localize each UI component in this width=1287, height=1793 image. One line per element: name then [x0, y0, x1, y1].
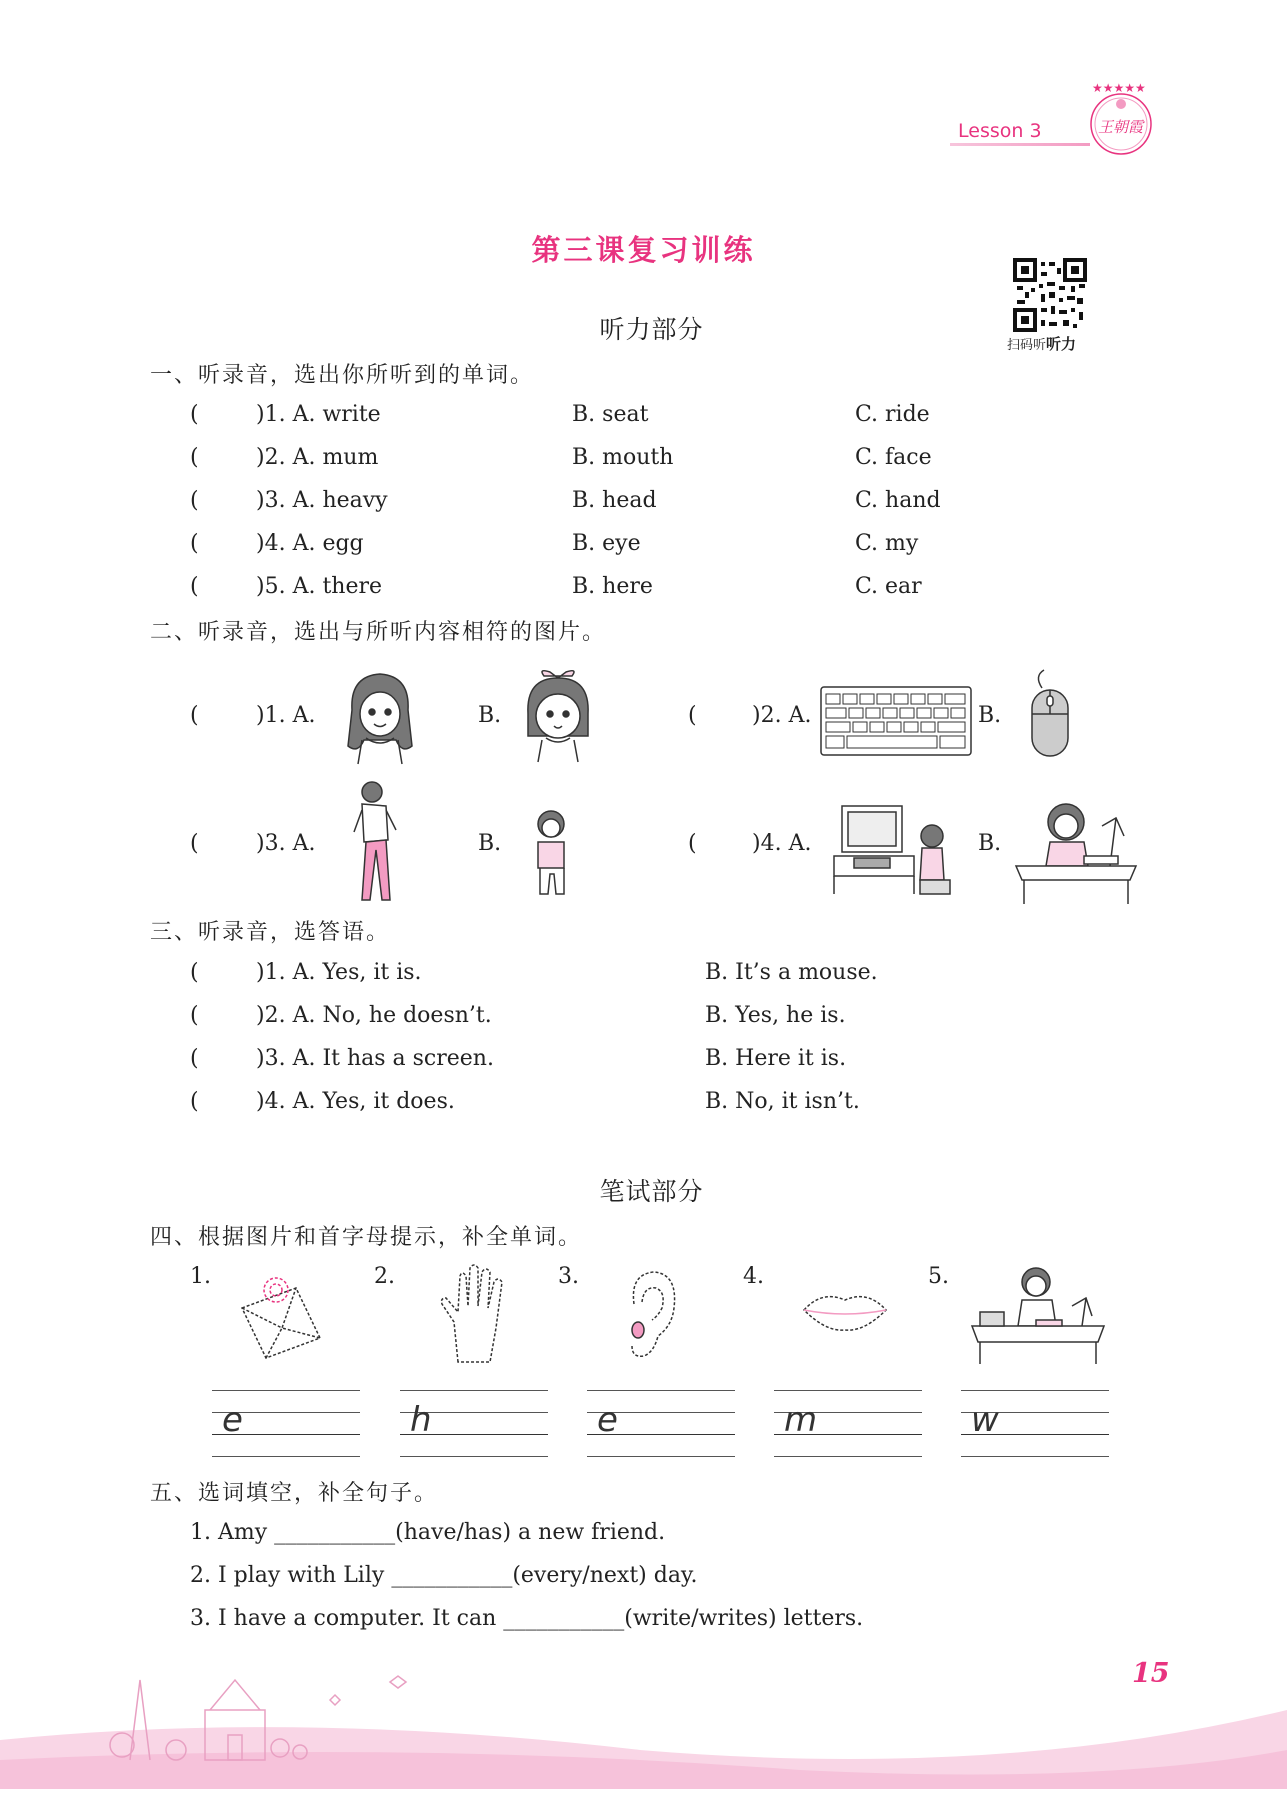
s2-q1-b-label: B. [478, 703, 502, 728]
list-item: )5. A. there [256, 574, 383, 599]
option-c: C. ear [855, 574, 922, 599]
blank-input[interactable]: ___________ [503, 1606, 625, 1631]
s2-q1-label: )1. A. [256, 703, 316, 728]
answer-paren[interactable]: ( [190, 1046, 199, 1071]
item-number: 4. [743, 1264, 764, 1289]
option-b: B. eye [572, 531, 641, 556]
option-c: C. my [855, 531, 919, 556]
answer-paren[interactable]: ( [190, 703, 199, 728]
s2-q3-b-label: B. [478, 831, 502, 856]
option-b: B. seat [572, 402, 649, 427]
girl-desk-writing-icon[interactable] [1014, 796, 1138, 906]
ear-icon [620, 1268, 680, 1364]
section1-title: 一、听录音，选出你所听到的单词。 [150, 363, 535, 388]
answer-paren[interactable]: ( [190, 960, 199, 985]
list-item: )1. A. Yes, it is. [256, 960, 422, 985]
hint-letter: e [597, 1400, 618, 1440]
envelope-icon [236, 1268, 324, 1364]
option-b: B. Yes, he is. [705, 1003, 846, 1028]
writing-boy-icon [966, 1262, 1110, 1366]
hint-letter: e [222, 1400, 243, 1440]
page-title: 第三课复习训练 [531, 233, 756, 267]
option-c: C. ride [855, 402, 930, 427]
writing-heading: 笔试部分 [599, 1177, 704, 1206]
section2-title: 二、听录音，选出与所听内容相符的图片。 [150, 620, 607, 645]
answer-paren[interactable]: ( [190, 831, 199, 856]
section4-title: 四、根据图片和首字母提示，补全单词。 [150, 1225, 583, 1250]
sentence-2: 2. I play with Lily ___________(every/next) day. [190, 1563, 698, 1588]
hint-letter: w [971, 1400, 999, 1440]
item-number: 2. [374, 1264, 395, 1289]
write-line-3[interactable] [587, 1390, 735, 1454]
sentence-1: 1. Amy ___________(have/has) a new friend. [190, 1520, 666, 1545]
tall-boy-icon[interactable] [350, 780, 406, 910]
lesson-underline [950, 143, 1090, 146]
answer-paren[interactable]: ( [688, 831, 697, 856]
item-number: 3. [558, 1264, 579, 1289]
section3-title: 三、听录音，选答语。 [150, 920, 391, 945]
list-item: )3. A. It has a screen. [256, 1046, 494, 1071]
footer-decoration [0, 1640, 1287, 1789]
lesson-label: Lesson 3 [958, 120, 1042, 142]
girl-computer-icon[interactable] [828, 802, 954, 898]
item-number: 5. [928, 1264, 949, 1289]
answer-paren[interactable]: ( [688, 703, 697, 728]
option-c: C. hand [855, 488, 941, 513]
list-item: )1. A. write [256, 402, 381, 427]
qr-caption-bold: 听力 [1046, 335, 1077, 353]
option-b: B. It’s a mouse. [705, 960, 878, 985]
logo-text: 王朝霞 [1098, 118, 1144, 136]
answer-paren[interactable]: ( [190, 445, 199, 470]
answer-paren[interactable]: ( [190, 531, 199, 556]
list-item: )4. A. egg [256, 531, 364, 556]
qr-caption-small: 扫码听 [1007, 338, 1047, 353]
list-item: )4. A. Yes, it does. [256, 1089, 455, 1114]
answer-paren[interactable]: ( [190, 402, 199, 427]
option-b: B. No, it isn’t. [705, 1089, 860, 1114]
header [0, 0, 1287, 170]
svg-text:★★★★★: ★★★★★ [1092, 81, 1146, 95]
short-boy-icon[interactable] [528, 808, 574, 902]
s2-q2-b-label: B. [978, 703, 1002, 728]
listening-heading: 听力部分 [599, 315, 704, 344]
answer-paren[interactable]: ( [190, 488, 199, 513]
option-c: C. face [855, 445, 932, 470]
brand-logo [1078, 78, 1164, 158]
answer-paren[interactable]: ( [190, 1003, 199, 1028]
girl-bow-icon[interactable] [518, 666, 598, 764]
answer-paren[interactable]: ( [190, 1089, 199, 1114]
s2-q2-label: )2. A. [752, 703, 812, 728]
list-item: )3. A. heavy [256, 488, 388, 513]
hint-letter: h [410, 1400, 432, 1440]
mouth-icon [800, 1286, 890, 1334]
answer-paren[interactable]: ( [190, 574, 199, 599]
s2-q4-label: )4. A. [752, 831, 812, 856]
write-line-5[interactable] [961, 1390, 1109, 1454]
blank-input[interactable]: ___________ [274, 1520, 396, 1545]
hint-letter: m [784, 1400, 818, 1440]
write-line-1[interactable] [212, 1390, 360, 1454]
computer-mouse-icon[interactable] [1018, 668, 1078, 760]
hand-icon [438, 1262, 510, 1368]
list-item: )2. A. No, he doesn’t. [256, 1003, 492, 1028]
list-item: )2. A. mum [256, 445, 379, 470]
blank-input[interactable]: ___________ [391, 1563, 513, 1588]
item-number: 1. [190, 1264, 211, 1289]
s2-q3-label: )3. A. [256, 831, 316, 856]
list-item [190, 402, 199, 427]
s2-q4-b-label: B. [978, 831, 1002, 856]
option-b: B. head [572, 488, 657, 513]
sentence-3: 3. I have a computer. It can ___________(write/writes) letters. [190, 1606, 864, 1631]
option-b: B. here [572, 574, 653, 599]
section5-title: 五、选词填空，补全句子。 [150, 1481, 439, 1506]
keyboard-icon[interactable] [820, 686, 972, 756]
write-line-2[interactable] [400, 1390, 548, 1454]
page-number: 15 [1132, 1658, 1170, 1689]
option-b: B. Here it is. [705, 1046, 847, 1071]
girl-pigtails-icon[interactable] [340, 668, 420, 766]
option-b: B. mouth [572, 445, 674, 470]
write-line-4[interactable] [774, 1390, 922, 1454]
